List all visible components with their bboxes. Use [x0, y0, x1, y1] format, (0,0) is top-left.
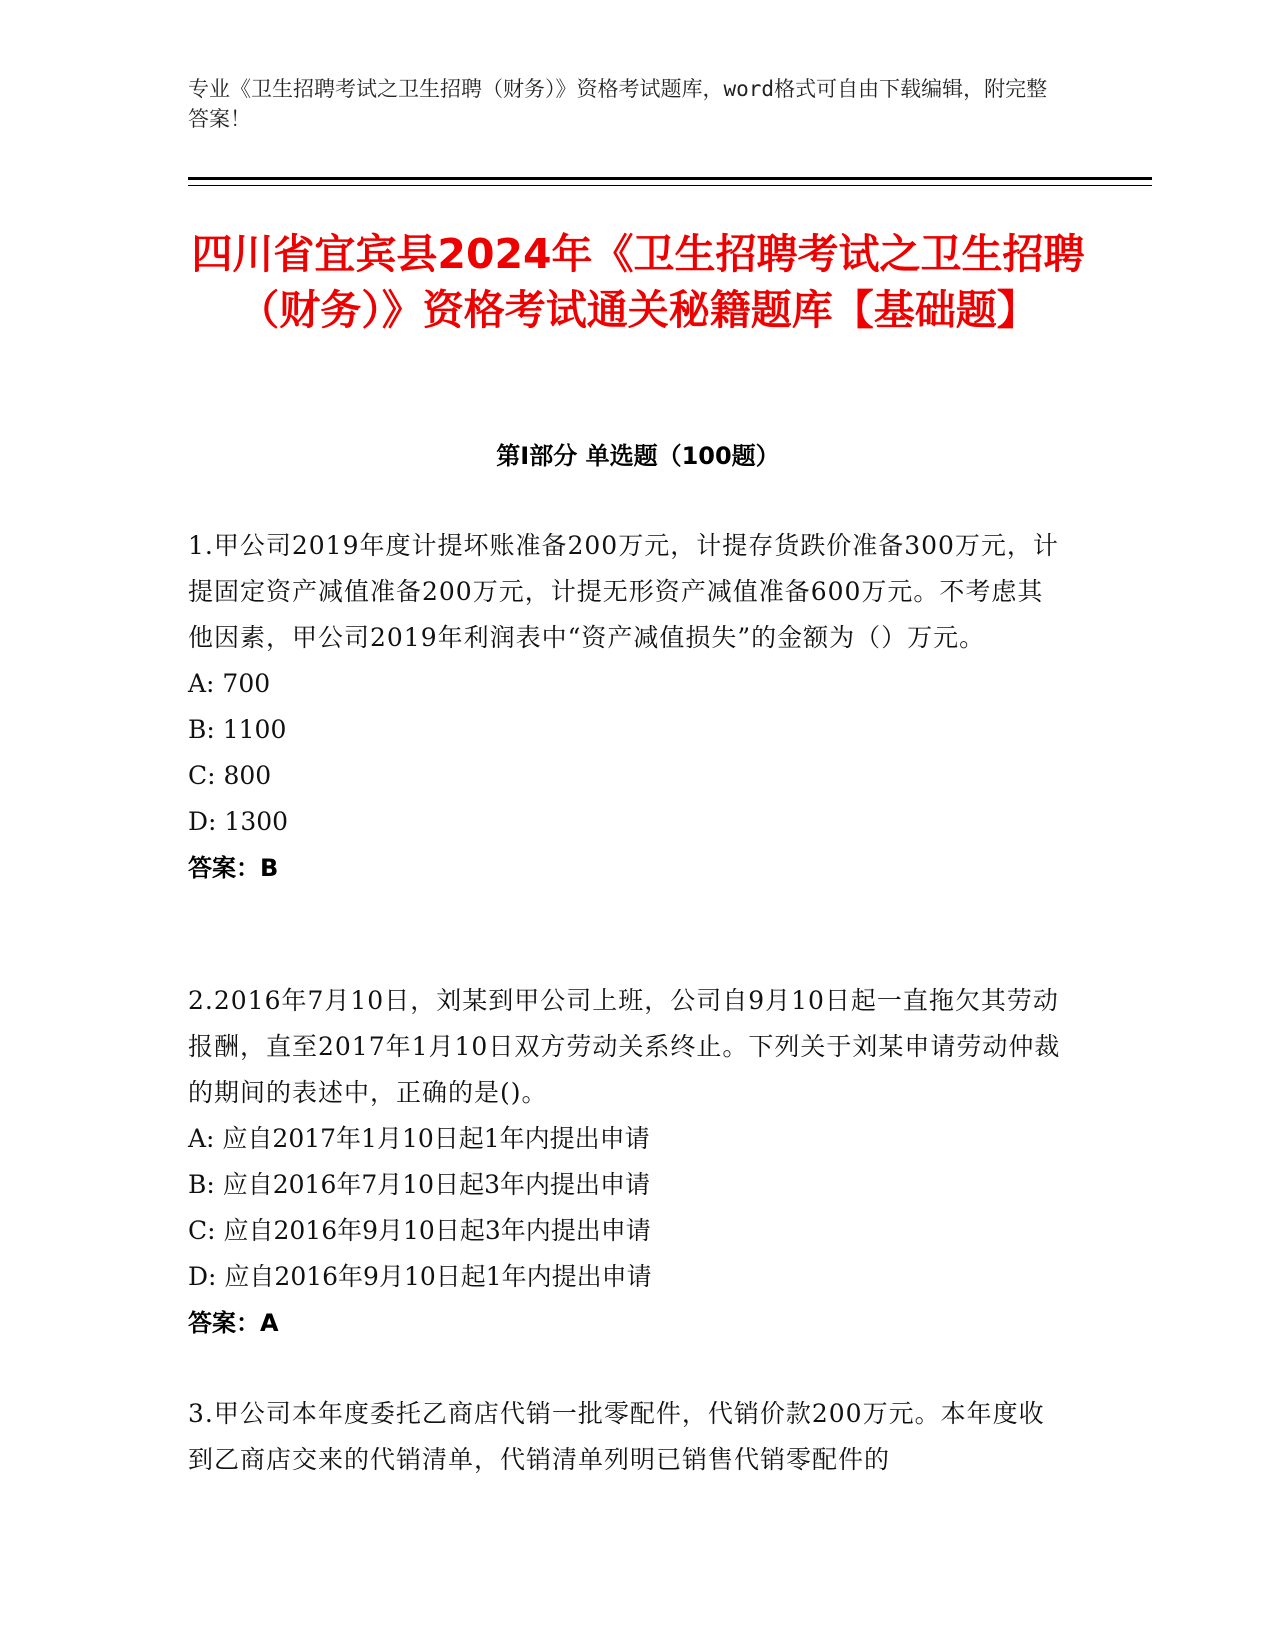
header-note: 专业《卫生招聘考试之卫生招聘（财务）》资格考试题库，word格式可自由下载编辑，附完整答案！ [188, 77, 1048, 131]
question-2 [188, 978, 1068, 1346]
option-c: C: 800 [188, 761, 272, 790]
question-3 [188, 1391, 1068, 1483]
answer: 答案：A [188, 1309, 279, 1337]
answer: 答案：B [188, 854, 279, 882]
header-divider-thick [188, 177, 1152, 180]
option-b: B: 1100 [188, 715, 287, 744]
question-stem: 1.甲公司2019年度计提坏账准备200万元，计提存货跌价准备300万元，计提固定资产减值准备200万元，计提无形资产减值准备600万元。不考虑其他因素，甲公司2019年利润表中“资产减值损失”的金额为（）万元。 [188, 531, 1059, 652]
question-1 [188, 523, 1068, 891]
document-title: 四川省宜宾县2024年《卫生招聘考试之卫生招聘（财务）》资格考试通关秘籍题库【基础题】 [191, 230, 1085, 334]
question-stem: 2.2016年7月10日，刘某到甲公司上班，公司自9月10日起一直拖欠其劳动报酬，直至2017年1月10日双方劳动关系终止。下列关于刘某申请劳动仲裁的期间的表述中，正确的是()。 [188, 986, 1061, 1107]
option-d: D: 应自2016年9月10日起1年内提出申请 [188, 1262, 652, 1291]
header-divider-thin [188, 185, 1152, 186]
option-a: A: 700 [188, 669, 271, 698]
option-b: B: 应自2016年7月10日起3年内提出申请 [188, 1170, 650, 1199]
section-heading: 第I部分 单选题（100题） [496, 442, 780, 470]
option-a: A: 应自2017年1月10日起1年内提出申请 [188, 1124, 650, 1153]
option-c: C: 应自2016年9月10日起3年内提出申请 [188, 1216, 651, 1245]
option-d: D: 1300 [188, 807, 289, 836]
question-stem: 3.甲公司本年度委托乙商店代销一批零配件，代销价款200万元。本年度收到乙商店交来的代销清单，代销清单列明已销售代销零配件的 [188, 1399, 1045, 1474]
